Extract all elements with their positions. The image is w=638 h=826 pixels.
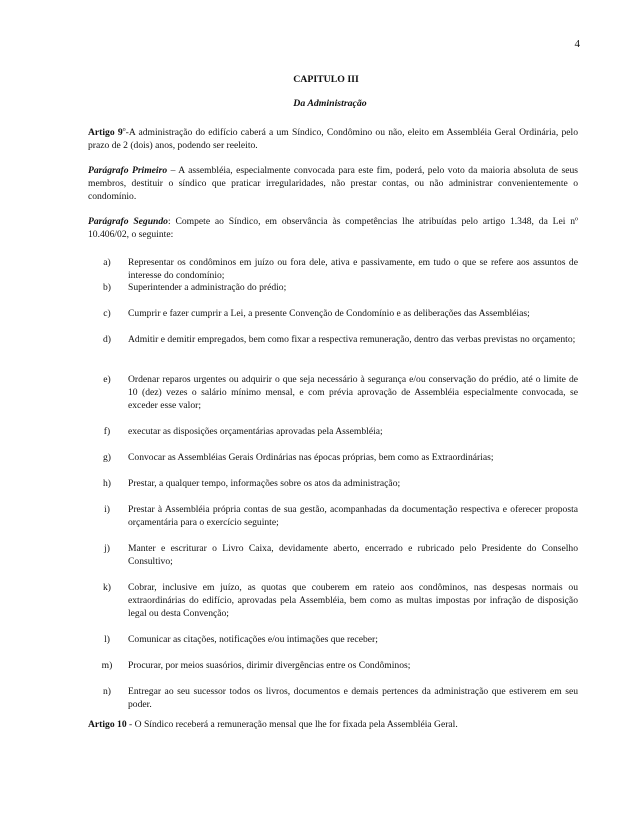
list-item-text: Ordenar reparos urgentes ou adquirir o que seja necessário à segurança e/ou conservação do prédio, até o limite de 10 (dez) vezes o salário mínimo mensal, e com prévia aprovação de Assembléia especialmente convocada, se exceder esse valor; (128, 374, 578, 412)
article-10-text: - O Síndico receberá a remuneração mensal que lhe for fixada pela Assembléia Geral. (126, 719, 458, 730)
paragraph-primeiro-label: Parágrafo Primeiro (88, 165, 168, 176)
list-item-text: Cumprir e fazer cumprir a Lei, a presente Convenção de Condomínio e as deliberações das Assembléias; (128, 308, 530, 319)
list-item-text: Entregar ao seu sucessor todos os livros, documentos e demais pertences da administração que estiverem em seu poder. (128, 686, 578, 711)
list-item-text: Prestar, a qualquer tempo, informações sobre os atos da administração; (128, 478, 401, 489)
page-number: 4 (574, 38, 580, 50)
paragraph-primeiro (88, 164, 578, 204)
list-item-letter: l) (104, 634, 110, 645)
list-item-text: Representar os condôminos em juízo ou fora dele, ativa e passivamente, em tudo o que se refere aos assuntos de interesse do condomínio; (128, 257, 578, 282)
list-item-text: Procurar, por meios suasórios, dirimir divergências entre os Condôminos; (128, 660, 411, 671)
article-9-label: Artigo 9 (88, 127, 123, 138)
list-item-letter: e) (103, 374, 111, 385)
list-item-letter: c) (103, 308, 111, 319)
list-item-text: Manter e escriturar o Livro Caixa, devidamente aberto, encerrado e rubricado pelo Presidente do Conselho Consultivo; (128, 543, 578, 568)
list-item-text: Superintender a administração do prédio; (128, 282, 287, 293)
list-item-letter: f) (103, 426, 111, 437)
list-item-letter: b) (103, 282, 111, 293)
paragraph-segundo (88, 215, 578, 241)
list-item-letter: n) (103, 686, 111, 697)
list-item-text: Convocar as Assembléias Gerais Ordinárias nas épocas próprias, bem como as Extraordinárias; (128, 452, 494, 463)
article-9-ordinal: o (122, 126, 126, 133)
article-9 (88, 126, 578, 152)
list-item-letter: a) (103, 257, 111, 268)
list-item-text: executar as disposições orçamentárias aprovadas pela Assembléia; (128, 426, 383, 437)
paragraph-segundo-text: : Compete ao Síndico, em observância às competências lhe atribuídas pelo artigo 1.348, da Lei nº 10.406/02, o seguinte: (88, 216, 579, 241)
list-item-letter: h) (103, 478, 111, 489)
paragraph-segundo-label: Parágrafo Segundo (88, 216, 168, 227)
section-title: Da Administração (293, 98, 367, 109)
article-9-text: -A administração do edifício caberá a um Síndico, Condômino ou não, eleito em Assembléia Geral Ordinária, pelo prazo de 2 (dois) anos, podendo ser reeleito. (88, 127, 578, 152)
chapter-title: CAPITULO III (293, 74, 359, 85)
list-item-letter: m) (101, 660, 113, 671)
list-item-text: Prestar à Assembléia própria contas de sua gestão, acompanhadas da documentação respectiva e oferecer proposta orçamentária para o exercício seguinte; (128, 504, 578, 529)
list-item-text: Cobrar, inclusive em juízo, as quotas que couberem em rateio aos condôminos, nas despesas normais ou extraordinárias do edifício, aprovadas pela Assembléia, bem como as multas impostas por infração de disposição legal ou desta Convenção; (128, 582, 578, 620)
article-10-label: Artigo 10 (88, 719, 127, 730)
article-10 (88, 718, 578, 731)
list-item-letter: d) (103, 334, 111, 345)
list-item-letter: g) (103, 452, 111, 463)
list-item-letter: i) (104, 504, 110, 515)
list-item-letter: k) (103, 582, 111, 593)
paragraph-primeiro-text: – A assembléia, especialmente convocada para este fim, poderá, pelo voto da maioria absoluta de seus membros, destituir o síndico que praticar irregularidades, não prestar contas, ou não administrar convenientemente o condomínio. (88, 165, 578, 203)
list-item-letter: j) (104, 543, 110, 554)
list-item-text: Admitir e demitir empregados, bem como fixar a respectiva remuneração, dentro das verbas previstas no orçamento; (128, 334, 576, 345)
list-item-text: Comunicar as citações, notificações e/ou intimações que receber; (128, 634, 378, 645)
